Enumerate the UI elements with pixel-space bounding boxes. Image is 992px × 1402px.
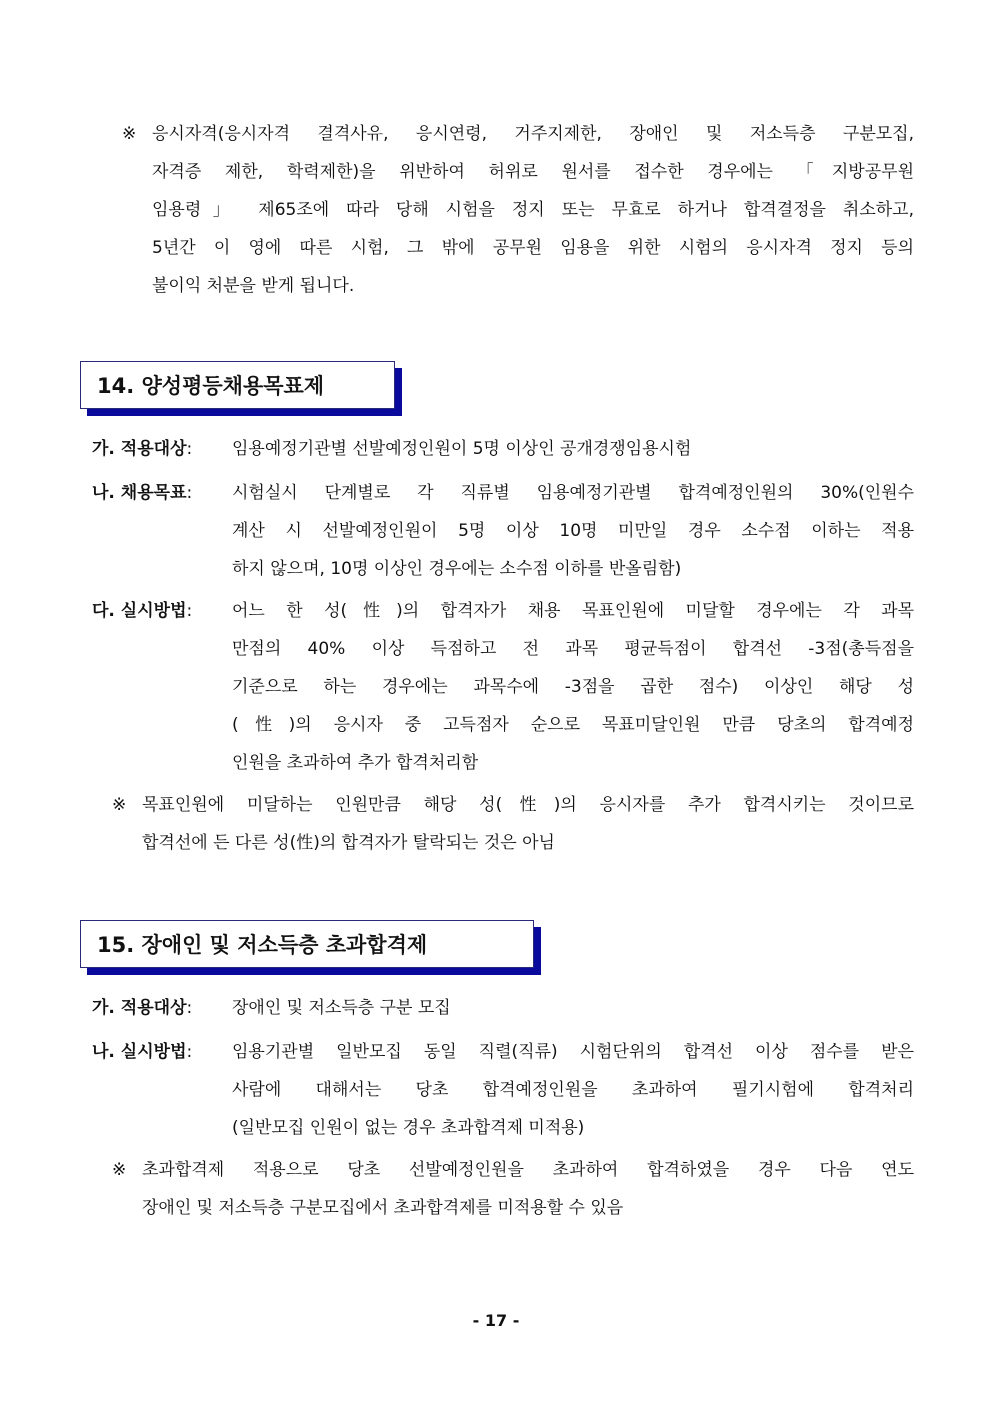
- item-line: 인원을 초과하여 추가 합격처리함: [232, 753, 479, 773]
- item-line: (性)의 응시자 중 고득점자 순으로 목표미달인원 만큼 당초의 합격예정: [232, 715, 914, 735]
- item-line: 계산 시 선발예정인원이 5명 이상 10명 미만일 경우 소수점 이하는 적용: [232, 521, 914, 541]
- item-line: (일반모집 인원이 없는 경우 초과합격제 미적용): [232, 1118, 585, 1138]
- item-line: 장애인 및 저소득층 구분 모집: [232, 998, 451, 1018]
- section-14-item-goal: [92, 474, 914, 588]
- item-line: 임용예정기관별 선발예정인원이 5명 이상인 공개경쟁임용시험: [232, 439, 692, 459]
- reference-mark: ※: [112, 1160, 127, 1180]
- section-15-title: [80, 920, 534, 968]
- item-label: 나. 채용목표:: [92, 483, 193, 503]
- item-line: 만점의 40% 이상 득점하고 전 과목 평균득점이 합격선 -3점(총득점을: [232, 639, 914, 659]
- section-15-item-target: [92, 989, 914, 1027]
- item-line: 시험실시 단계별로 각 직류별 임용예정기관별 합격예정인원의 30%(인원수: [232, 483, 914, 503]
- section-15-note: [112, 1151, 914, 1227]
- section-14-title: [80, 361, 395, 409]
- item-label: 가. 적용대상:: [92, 998, 193, 1018]
- note-line: 자격증 제한, 학력제한)을 위반하여 허위로 원서를 접수한 경우에는 「지방공무원: [152, 162, 914, 182]
- section-14-item-method: [92, 592, 914, 782]
- item-line: 하지 않으며, 10명 이상인 경우에는 소수점 이하를 반올림함): [232, 559, 682, 579]
- note-line: 임용령」 제65조에 따라 당해 시험을 정지 또는 무효로 하거나 합격결정을 취소하고,: [152, 200, 914, 220]
- item-line: 기준으로 하는 경우에는 과목수에 -3점을 곱한 점수) 이상인 해당 성: [232, 677, 914, 697]
- item-line: 임용기관별 일반모집 동일 직렬(직류) 시험단위의 합격선 이상 점수를 받은: [232, 1042, 914, 1062]
- page-number: - 17 -: [472, 1311, 520, 1330]
- note-line: 불이익 처분을 받게 됩니다.: [152, 276, 355, 296]
- item-label: 가. 적용대상:: [92, 439, 193, 459]
- item-line: 어느 한 성(性)의 합격자가 채용 목표인원에 미달할 경우에는 각 과목: [232, 601, 914, 621]
- section-title-text: 14. 양성평등채용목표제: [97, 374, 325, 398]
- reference-mark: ※: [122, 124, 137, 144]
- item-label: 나. 실시방법:: [92, 1042, 193, 1062]
- item-line: 사람에 대해서는 당초 합격예정인원을 초과하여 필기시험에 합격처리: [232, 1080, 914, 1100]
- intro-note: [122, 115, 914, 305]
- reference-mark: ※: [112, 795, 127, 815]
- item-label: 다. 실시방법:: [92, 601, 193, 621]
- section-14-note: [112, 786, 914, 862]
- note-line: 목표인원에 미달하는 인원만큼 해당 성(性)의 응시자를 추가 합격시키는 것이므로: [142, 795, 914, 815]
- note-line: 장애인 및 저소득층 구분모집에서 초과합격제를 미적용할 수 있음: [142, 1198, 624, 1218]
- section-title-text: 15. 장애인 및 저소득층 초과합격제: [97, 933, 428, 957]
- section-15-item-method: [92, 1033, 914, 1147]
- note-line: 응시자격(응시자격 결격사유, 응시연령, 거주지제한, 장애인 및 저소득층 구분모집,: [152, 124, 914, 144]
- note-line: 합격선에 든 다른 성(性)의 합격자가 탈락되는 것은 아님: [142, 833, 555, 853]
- section-14-item-target: [92, 430, 914, 468]
- note-line: 초과합격제 적용으로 당초 선발예정인원을 초과하여 합격하였을 경우 다음 연도: [142, 1160, 914, 1180]
- note-line: 5년간 이 영에 따른 시험, 그 밖에 공무원 임용을 위한 시험의 응시자격 정지 등의: [152, 238, 914, 258]
